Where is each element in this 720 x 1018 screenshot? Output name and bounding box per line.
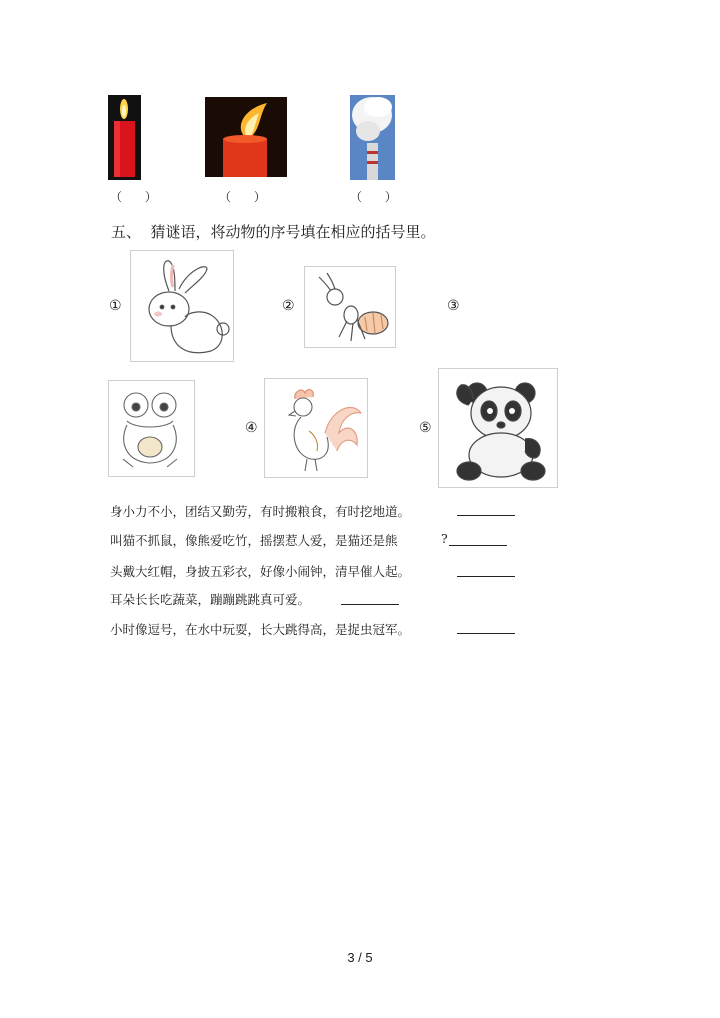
candle-image	[108, 95, 141, 180]
riddle-2: 叫猫不抓鼠，像熊爱吃竹，摇摆惹人爱，是猫还是熊	[110, 533, 398, 548]
answer-paren-3[interactable]: （ ）	[350, 190, 397, 204]
panda-image	[438, 368, 558, 488]
ant-image	[304, 266, 396, 348]
answer-blank-5[interactable]	[457, 633, 515, 634]
riddle-4: 耳朵长长吃蔬菜，蹦蹦跳跳真可爱。	[110, 592, 311, 607]
animal-number-2: ②	[282, 298, 295, 314]
animal-number-3: ③	[447, 298, 460, 314]
rabbit-image	[130, 250, 234, 362]
animal-number-4: ④	[245, 420, 258, 436]
answer-paren-1[interactable]: （ ）	[110, 190, 157, 204]
answer-blank-2[interactable]	[449, 545, 507, 546]
riddle-5: 小时像逗号，在水中玩耍，长大跳得高，是捉虫冠军。	[110, 622, 411, 637]
page-number: 3 / 5	[347, 950, 373, 965]
chimney-smoke-image	[350, 95, 395, 180]
riddle-2-question-mark: ?	[441, 531, 448, 546]
answer-blank-3[interactable]	[457, 576, 515, 577]
animal-number-1: ①	[109, 298, 122, 314]
riddle-3: 头戴大红帽，身披五彩衣，好像小闹钟，清早催人起。	[110, 564, 411, 579]
rooster-image	[264, 378, 368, 478]
riddle-1: 身小力不小，团结又勤劳，有时搬粮食，有时挖地道。	[110, 504, 411, 519]
candle-flame-image	[205, 97, 287, 177]
animal-number-5: ⑤	[419, 420, 432, 436]
answer-blank-4[interactable]	[341, 604, 399, 605]
answer-paren-2[interactable]: （ ）	[219, 190, 266, 204]
frog-image	[108, 380, 195, 477]
answer-blank-1[interactable]	[457, 515, 515, 516]
section-heading: 五、 猜谜语，将动物的序号填在相应的括号里。	[111, 223, 436, 241]
